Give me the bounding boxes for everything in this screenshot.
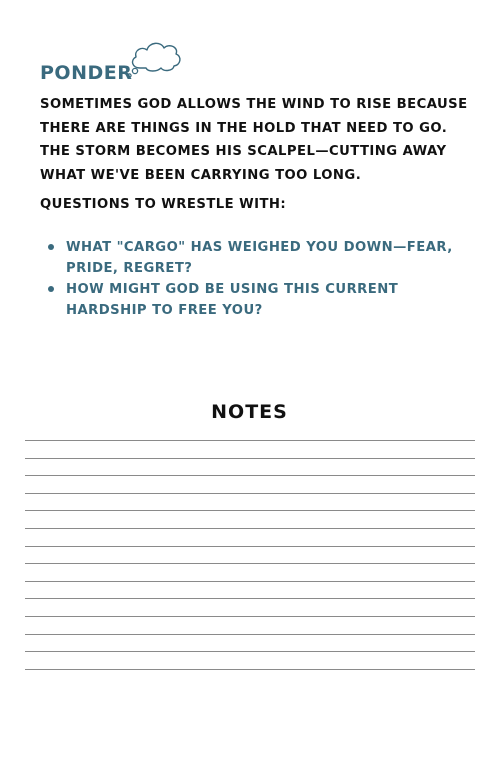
bullet-icon [48,244,54,250]
note-line[interactable] [25,616,475,617]
note-line[interactable] [25,528,475,529]
note-line[interactable] [25,598,475,599]
note-line[interactable] [25,651,475,652]
note-line[interactable] [25,546,475,547]
note-line[interactable] [25,510,475,511]
note-line[interactable] [25,581,475,582]
question-item [40,279,470,321]
note-line[interactable] [25,669,475,670]
note-line[interactable] [25,563,475,564]
ponder-header [40,38,200,88]
note-line[interactable] [25,493,475,494]
notes-area[interactable] [25,440,475,680]
note-line[interactable] [25,475,475,476]
note-line[interactable] [25,634,475,635]
bullet-icon [48,286,54,292]
page-title: PONDER [40,62,133,84]
thought-cloud-icon [126,38,184,80]
question-list [40,237,470,321]
question-text: WHAT "CARGO" HAS WEIGHED YOU DOWN—FEAR, PRIDE, REGRET? [66,240,453,276]
note-line[interactable] [25,440,475,441]
note-line[interactable] [25,458,475,459]
questions-heading: QUESTIONS TO WRESTLE WITH: [40,197,287,212]
question-text: HOW MIGHT GOD BE USING THIS CURRENT HARDSHIP TO FREE YOU? [66,282,399,318]
question-item [40,237,470,279]
notes-title: NOTES [211,401,288,423]
intro-paragraph: SOMETIMES GOD ALLOWS THE WIND TO RISE BECAUSE THERE ARE THINGS IN THE HOLD THAT NEED TO GO. THE STORM BECOMES HIS SCALPEL—CUTTING AWAY WHAT WE'VE BEEN CARRYING TOO LONG. [40,97,468,183]
